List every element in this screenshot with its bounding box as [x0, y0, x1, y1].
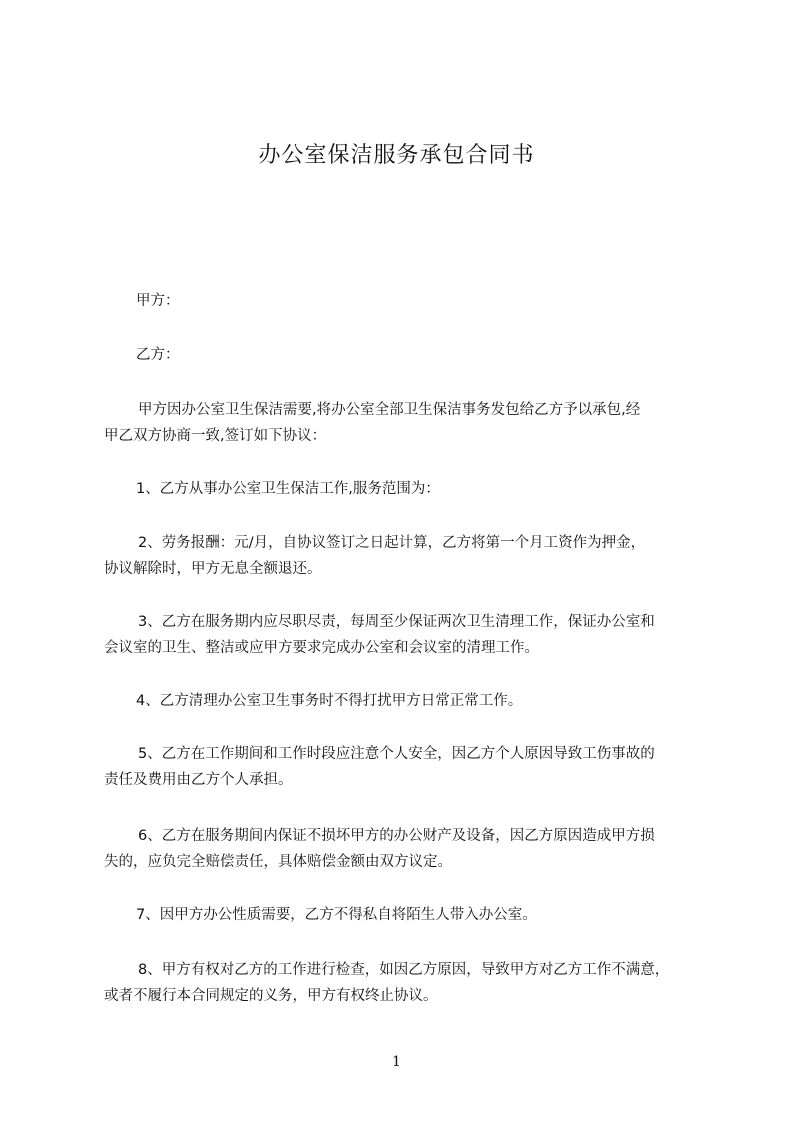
clause-3-line-1: 3、乙方在服务期内应尽职尽责，每周至少保证两次卫生清理工作，保证办公室和 [138, 614, 655, 630]
clause-2-line-2: 协议解除时，甲方无息全额退还。 [104, 561, 322, 577]
clause-6-line-2: 失的，应负完全赔偿责任，具体赔偿金额由双方议定。 [104, 854, 452, 870]
party-b-label: 乙方： [136, 347, 180, 363]
clause-5-line-2: 责任及费用由乙方个人承担。 [104, 772, 293, 788]
intro-line-2: 甲乙双方协商一致,签订如下协议： [104, 428, 327, 444]
intro-line-1: 甲方因办公室卫生保洁需要,将办公室全部卫生保洁事务发包给乙方予以承包,经 [138, 402, 641, 418]
page-number: 1 [392, 1054, 401, 1070]
clause-7-line-1: 7、因甲方办公性质需要，乙方不得私自将陌生人带入办公室。 [136, 907, 537, 923]
clause-5-line-1: 5、乙方在工作期间和工作时段应注意个人安全，因乙方个人原因导致工伤事故的 [138, 746, 655, 762]
clause-8-line-1: 8、甲方有权对乙方的工作进行检查，如因乙方原因，导致甲方对乙方工作不满意， [138, 962, 670, 978]
clause-6-line-1: 6、乙方在服务期间内保证不损坏甲方的办公财产及设备，因乙方原因造成甲方损 [138, 828, 655, 844]
clause-4-line-1: 4、乙方清理办公室卫生事务时不得打扰甲方日常正常工作。 [136, 693, 523, 709]
document-title: 办公室保洁服务承包合同书 [258, 143, 535, 168]
clause-2-line-1: 2、劳务报酬：元/月，自协议签订之日起计算，乙方将第一个月工资作为押金， [138, 535, 646, 551]
clause-3-line-2: 会议室的卫生、整洁或应甲方要求完成办公室和会议室的清理工作。 [104, 640, 539, 656]
clause-1-line-1: 1、乙方从事办公室卫生保洁工作,服务范围为： [136, 481, 440, 497]
clause-8-line-2: 或者不履行本合同规定的义务，甲方有权终止协议。 [104, 988, 438, 1004]
party-a-label: 甲方： [136, 293, 180, 309]
